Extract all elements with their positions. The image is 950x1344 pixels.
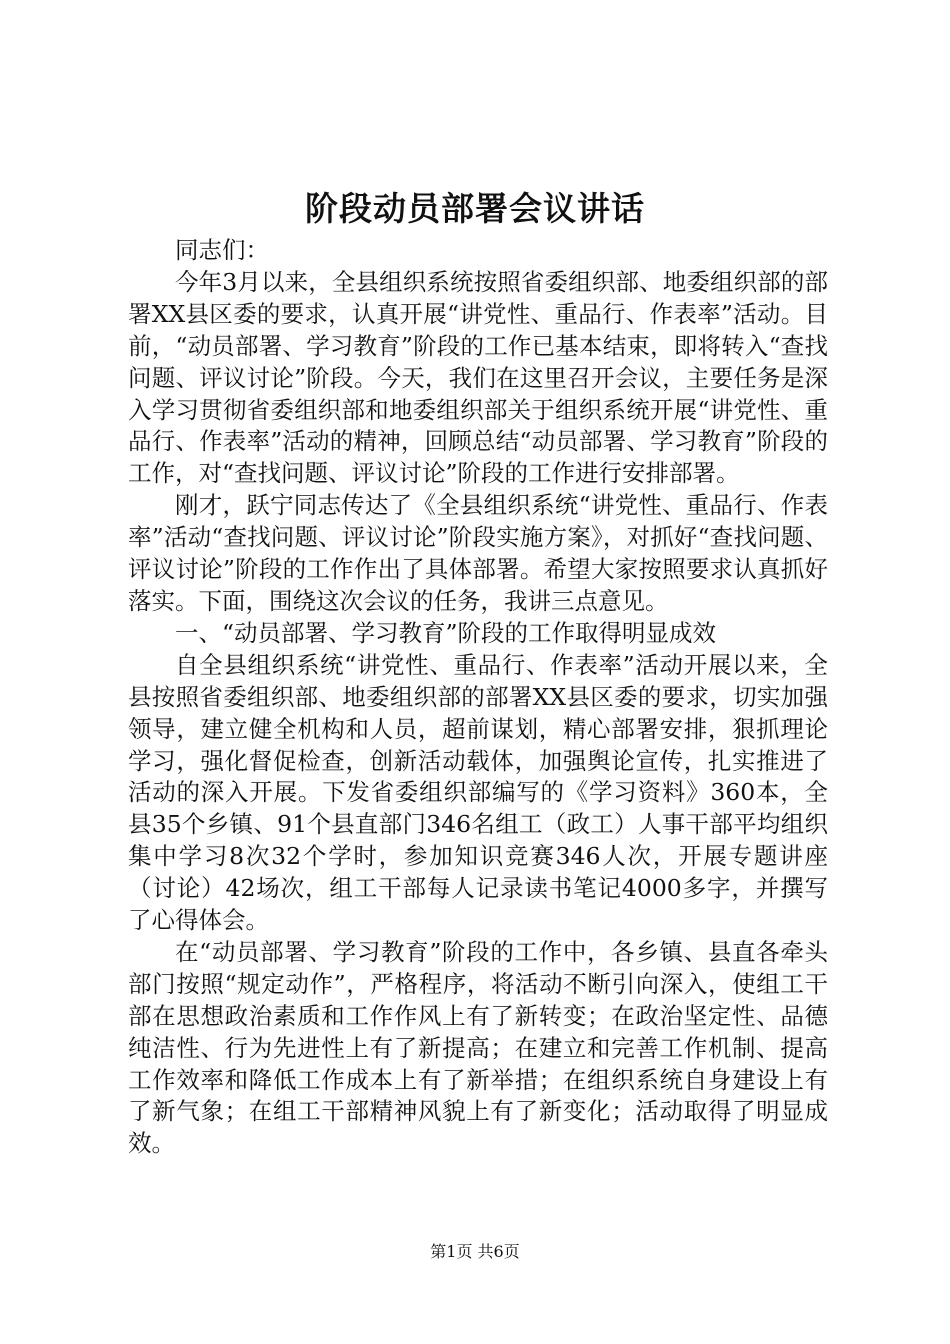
section-heading-1: 一、“动员部署、学习教育”阶段的工作取得明显成效 xyxy=(175,618,717,647)
page-number-footer: 第1页 共6页 xyxy=(430,1242,520,1261)
paragraph-achievements: 自全县组织系统“讲党性、重品行、作表率”活动开展以来，全县按照省委组织部、地委组织部的部署XX县区委的要求，切实加强领导，建立健全机构和人员，超前谋划，精心部署安排，狠抓理论学习，强化督促检查，创新活动载体，加强舆论宣传，扎实推进了活动的深入开展。下发省委组织部编写的《学习资料》360本，全县35个乡镇、91个县直部门346名组工（政工）人事干部平均组织集中学习8次32个学时，参加知识竞赛346人次，开展专题讲座（讨论）42场次，组工干部每人记录读书笔记4000多字，并撰写了心得体会。 xyxy=(128,650,828,935)
paragraph-arrangement: 刚才，跃宁同志传达了《全县组织系统“讲党性、重品行、作表率”活动“查找问题、评议讨论”阶段实施方案》，对抓好“查找问题、评议讨论”阶段的工作作出了具体部署。希望大家按照要求认真抓好落实。下面，围绕这次会议的任务，我讲三点意见。 xyxy=(128,491,828,615)
document-body xyxy=(128,235,828,1160)
paragraph-salutation: 同志们： xyxy=(175,236,269,264)
paragraph-intro: 今年3月以来，全县组织系统按照省委组织部、地委组织部的部署XX县区委的要求，认真开展“讲党性、重品行、作表率”活动。目前，“动员部署、学习教育”阶段的工作已基本结束，即将转入“查找问题、评议讨论”阶段。今天，我们在这里召开会议，主要任务是深入学习贯彻省委组织部和地委组织部关于组织系统开展“讲党性、重品行、作表率”活动的精神，回顾总结“动员部署、学习教育”阶段的工作，对“查找问题、评议讨论”阶段的工作进行安排部署。 xyxy=(128,267,828,488)
paragraph-results: 在“动员部署、学习教育”阶段的工作中，各乡镇、县直各牵头部门按照“规定动作”，严格程序，将活动不断引向深入，使组工干部在思想政治素质和工作作风上有了新转变；在政治坚定性、品德纯洁性、行为先进性上有了新提高；在建立和完善工作机制、提高工作效率和降低工作成本上有了新举措；在组织系统自身建设上有了新气象；在组工干部精神风貌上有了新变化；活动取得了明显成效。 xyxy=(128,937,828,1158)
document-title: 阶段动员部署会议讲话 xyxy=(305,189,645,228)
